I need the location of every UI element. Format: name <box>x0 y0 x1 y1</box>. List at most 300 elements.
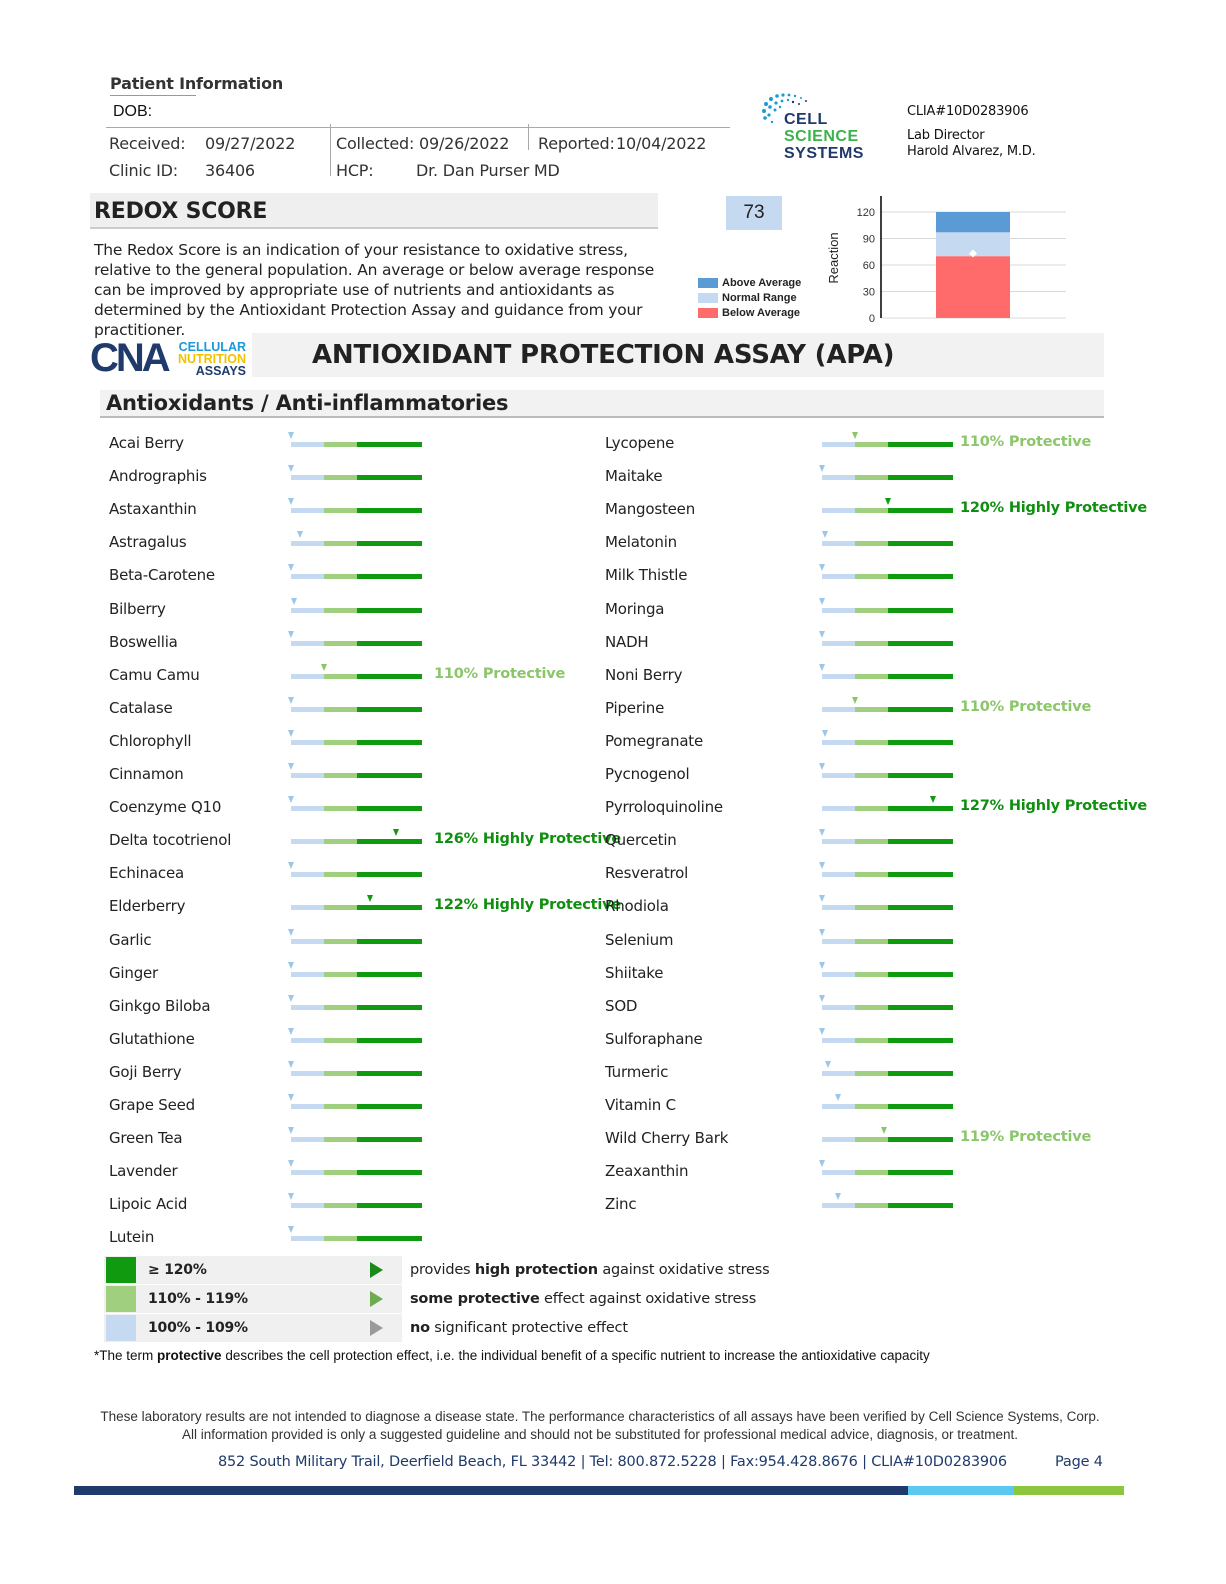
assay-value-marker <box>819 564 825 571</box>
assay-bar-high <box>888 1104 953 1109</box>
logo-word-2: SCIENCE <box>784 128 859 145</box>
assay-bar <box>291 806 422 811</box>
assay-name: Wild Cherry Bark <box>605 1129 729 1148</box>
assay-bar-mid <box>855 574 888 579</box>
assay-name: Ginger <box>109 963 159 982</box>
assay-bar-high <box>357 740 422 745</box>
assay-bar-mid <box>324 1203 357 1208</box>
logo-word-3: SYSTEMS <box>784 145 864 162</box>
assay-value-marker <box>819 598 825 605</box>
assay-bar-low <box>822 674 855 679</box>
assay-value-marker <box>291 598 297 605</box>
assay-value-marker <box>288 1061 294 1068</box>
key-desc-mid <box>410 1291 756 1307</box>
assay-value-marker <box>288 1226 294 1233</box>
header-vdivider-2 <box>528 124 529 150</box>
assay-bar <box>822 1170 953 1175</box>
assay-name: Andrographis <box>109 467 207 486</box>
clinic-id-value: 36406 <box>205 161 255 180</box>
assay-value-marker <box>393 829 399 836</box>
assay-bar-mid <box>324 608 357 613</box>
assay-name: Vitamin C <box>605 1096 676 1114</box>
assay-bar-high <box>357 972 422 977</box>
assay-bar-mid <box>324 508 357 513</box>
key-swatch-high <box>106 1257 136 1283</box>
assay-bar-mid <box>855 475 888 480</box>
assay-value-marker <box>367 895 373 902</box>
assay-value-marker <box>881 1127 887 1134</box>
assay-result: 127% Highly Protective <box>960 798 1148 815</box>
legend-below-average <box>698 307 800 319</box>
assay-result: 110% Protective <box>960 434 1092 450</box>
assay-name: NADH <box>605 632 649 651</box>
assay-bar-mid <box>324 541 357 546</box>
key-desc-high-prefix: provides <box>410 1262 475 1278</box>
assay-bar-high <box>888 442 953 447</box>
assay-name: Acai Berry <box>109 434 184 452</box>
key-range-low: 100% - 109% <box>148 1320 248 1336</box>
assay-bar <box>291 1104 422 1109</box>
assay-bar-low <box>822 442 855 447</box>
redox-chart-ylabel: Reaction <box>826 232 841 284</box>
assay-bar-low <box>822 872 855 877</box>
assay-bar-low <box>291 740 324 745</box>
reported-value: 10/04/2022 <box>616 134 707 153</box>
assay-bar-high <box>888 574 953 579</box>
key-swatch-mid <box>106 1286 136 1312</box>
assay-bar-mid <box>324 1005 357 1010</box>
assay-bar-high <box>357 508 422 513</box>
assay-bar <box>291 939 422 944</box>
assay-bar-low <box>822 939 855 944</box>
assay-bar <box>291 707 422 712</box>
section-title: Antioxidants / Anti-inflammatories <box>106 391 509 415</box>
assay-bar <box>822 442 953 447</box>
clinic-id-label: Clinic ID: <box>109 161 178 180</box>
assay-name: Quercetin <box>605 831 677 850</box>
hcp-value: Dr. Dan Purser MD <box>416 161 560 180</box>
assay-value-marker <box>852 697 858 704</box>
assay-bar-low <box>822 574 855 579</box>
assay-value-marker <box>819 763 825 770</box>
legend-above-label: Above Average <box>722 277 802 289</box>
assay-bar-high <box>888 773 953 778</box>
assay-bar-low <box>291 872 324 877</box>
assay-value-marker <box>819 1160 825 1167</box>
disclaimer: These laboratory results are not intended to diagnose a disease state. The performance characteristics of all assays have been verified by Cell Science Systems, Corp. All information provided is only a suggested guideline and should not be substituted for professional medical advice, diagnosis, or treatment. <box>100 1409 1100 1442</box>
assay-bar-high <box>888 972 953 977</box>
assay-bar-high <box>357 1071 422 1076</box>
footer-bar-green <box>1014 1486 1124 1495</box>
assay-bar-mid <box>855 508 888 513</box>
assay-bar-low <box>291 806 324 811</box>
assay-bar <box>291 608 422 613</box>
assay-name: Echinacea <box>109 864 184 883</box>
assay-bar-high <box>888 740 953 745</box>
assay-bar-low <box>822 1071 855 1076</box>
assay-name: Boswellia <box>109 632 178 651</box>
redox-tick-label: 120 <box>856 207 875 219</box>
key-range-mid: 110% - 119% <box>148 1291 248 1307</box>
assay-bar-high <box>888 872 953 877</box>
assay-name: Garlic <box>109 930 152 949</box>
lab-director-name: Harold Alvarez, M.D. <box>907 144 1036 159</box>
assay-bar-low <box>822 475 855 480</box>
assay-bar-low <box>291 442 324 447</box>
assay-bar <box>291 773 422 778</box>
assay-bar-low <box>822 707 855 712</box>
assay-bar-mid <box>855 872 888 877</box>
assay-value-marker <box>822 730 828 737</box>
assay-value-marker <box>819 829 825 836</box>
assay-bar-low <box>291 1104 324 1109</box>
assay-name: Melatonin <box>605 533 677 552</box>
assay-bar-high <box>888 707 953 712</box>
assay-bar-mid <box>855 740 888 745</box>
assay-bar-low <box>822 806 855 811</box>
assay-bar-mid <box>324 574 357 579</box>
assay-bar-mid <box>855 1137 888 1142</box>
assay-name: Piperine <box>605 698 665 717</box>
assay-name: Catalase <box>109 698 173 717</box>
assay-value-marker <box>297 531 303 538</box>
assay-bar <box>291 641 422 646</box>
assay-name: Sulforaphane <box>605 1029 703 1048</box>
assay-name: Chlorophyll <box>109 731 192 750</box>
assay-bar-mid <box>855 806 888 811</box>
assay-value-marker <box>819 862 825 869</box>
assay-bar <box>291 1038 422 1043</box>
assay-bar-mid <box>855 773 888 778</box>
header-vdivider-1 <box>330 124 331 176</box>
assay-bar <box>822 905 953 910</box>
legend-swatch-normal <box>698 293 718 303</box>
assay-bar <box>291 1071 422 1076</box>
assay-bar <box>291 508 422 513</box>
assay-bar <box>291 1005 422 1010</box>
assay-value-marker <box>288 730 294 737</box>
assay-name: Resveratrol <box>605 864 689 883</box>
key-desc-high <box>410 1262 769 1278</box>
assay-bar <box>291 475 422 480</box>
assay-name: Glutathione <box>109 1029 195 1048</box>
legend-swatch-above <box>698 278 718 288</box>
assay-value-marker <box>288 1193 294 1200</box>
assay-bar-low <box>291 674 324 679</box>
assay-bar-mid <box>324 905 357 910</box>
assay-bar-high <box>357 1236 422 1241</box>
assay-bar <box>822 641 953 646</box>
assay-bar <box>822 1038 953 1043</box>
assay-bar-mid <box>324 442 357 447</box>
assay-bar-high <box>357 1104 422 1109</box>
assay-name: Noni Berry <box>605 665 683 684</box>
received-label: Received: <box>109 134 186 153</box>
assay-bar <box>822 508 953 513</box>
assay-bar <box>291 872 422 877</box>
key-desc-low-suffix: significant protective effect <box>429 1320 628 1336</box>
assay-bar-high <box>357 839 422 844</box>
assay-value-marker <box>288 796 294 803</box>
assay-name: Turmeric <box>605 1062 669 1081</box>
redox-chart-ticks <box>857 207 875 325</box>
cna-logo-line-1: CELLULAR <box>178 340 246 354</box>
assay-bar-low <box>291 839 324 844</box>
redox-tick-label: 0 <box>868 313 875 325</box>
assay-bar <box>822 1137 953 1142</box>
clia-number: CLIA#10D0283906 <box>907 104 1029 119</box>
assay-bar <box>291 839 422 844</box>
assay-value-marker <box>822 531 828 538</box>
redox-score-value: 73 <box>726 196 782 230</box>
assay-bar-low <box>291 608 324 613</box>
assay-bar-high <box>888 1038 953 1043</box>
assay-bar-high <box>357 608 422 613</box>
assay-value-marker <box>819 664 825 671</box>
assay-value-marker <box>288 763 294 770</box>
assay-bar-mid <box>324 1170 357 1175</box>
footer-bar-navy <box>74 1486 908 1495</box>
assay-bar <box>291 574 422 579</box>
assay-bar-low <box>822 972 855 977</box>
assay-name: Ginkgo Biloba <box>109 996 211 1015</box>
cell-science-systems-logo <box>760 92 875 164</box>
assay-bar-high <box>357 442 422 447</box>
assay-bar <box>291 674 422 679</box>
assay-bar-mid <box>324 1071 357 1076</box>
assay-name: Camu Camu <box>109 665 200 684</box>
assay-bar-mid <box>324 1137 357 1142</box>
assay-bar-mid <box>324 1236 357 1241</box>
assay-bar-low <box>822 839 855 844</box>
legend-below-label: Below Average <box>722 307 801 319</box>
assay-bar-high <box>888 1203 953 1208</box>
assay-name: Lavender <box>109 1162 178 1181</box>
legend-normal-range <box>698 292 797 304</box>
assay-name: Goji Berry <box>109 1062 182 1081</box>
assay-value-marker <box>852 432 858 439</box>
assay-bar-low <box>291 641 324 646</box>
assay-bar-mid <box>855 939 888 944</box>
redox-tick-label: 90 <box>862 233 875 246</box>
footnote <box>94 1348 930 1363</box>
assay-bar-mid <box>855 608 888 613</box>
assay-bar <box>822 541 953 546</box>
assay-value-marker <box>835 1193 841 1200</box>
assay-bar-mid <box>855 905 888 910</box>
assay-bar <box>291 1137 422 1142</box>
assay-bar-high <box>357 939 422 944</box>
assay-bar <box>291 442 422 447</box>
assay-bar-low <box>291 1071 324 1076</box>
assay-value-marker <box>288 631 294 638</box>
assay-name: Milk Thistle <box>605 566 688 585</box>
key-arrow-high-icon <box>370 1262 383 1278</box>
assay-bar-mid <box>324 806 357 811</box>
assay-bar <box>291 1170 422 1175</box>
redox-tick-label: 60 <box>862 260 875 272</box>
assay-name: Elderberry <box>109 897 186 916</box>
assay-value-marker <box>819 631 825 638</box>
assay-bar-high <box>888 541 953 546</box>
assay-bar-high <box>357 674 422 679</box>
assay-bar <box>822 1005 953 1010</box>
assay-value-marker <box>885 498 891 505</box>
key-desc-low-bold: no <box>410 1320 430 1336</box>
header-divider <box>106 127 730 128</box>
redox-description: The Redox Score is an indication of your resistance to oxidative stress, relative to the general population. An average or below average response can be improved by appropriate use of nutrients and antioxidants as determined by the Antioxidant Protection Assay and guidance from your practitioner. <box>94 241 655 339</box>
assay-value-marker <box>288 498 294 505</box>
assay-value-marker <box>819 962 825 969</box>
assay-bar <box>291 905 422 910</box>
assay-name: Delta tocotrienol <box>109 831 232 850</box>
assay-bar-low <box>291 475 324 480</box>
assay-bar-low <box>291 1236 324 1241</box>
assay-result: 110% Protective <box>960 698 1092 715</box>
assay-bar <box>291 1236 422 1241</box>
assay-bar-high <box>888 806 953 811</box>
assay-bar-mid <box>855 442 888 447</box>
assay-bar-mid <box>324 839 357 844</box>
assay-bar-low <box>822 740 855 745</box>
apa-title: ANTIOXIDANT PROTECTION ASSAY (APA) <box>312 340 895 370</box>
key-arrow-mid-icon <box>370 1291 383 1307</box>
assay-bar <box>822 1071 953 1076</box>
key-desc-high-suffix: against oxidative stress <box>597 1262 770 1278</box>
assay-bar-high <box>888 939 953 944</box>
assay-bar-high <box>357 1038 422 1043</box>
assay-bar <box>822 939 953 944</box>
assay-bar-low <box>822 1005 855 1010</box>
key-desc-mid-bold: some protective <box>410 1291 540 1307</box>
assay-name: Zeaxanthin <box>605 1162 689 1181</box>
assay-bar-low <box>291 972 324 977</box>
assay-name: Lutein <box>109 1228 155 1247</box>
assay-name: Green Tea <box>109 1129 183 1148</box>
assay-bar-mid <box>855 1038 888 1043</box>
assay-bar <box>822 574 953 579</box>
assay-bar-low <box>291 1203 324 1208</box>
key-range-high: ≥ 120% <box>148 1262 207 1278</box>
assay-bar-mid <box>324 707 357 712</box>
lab-director-label: Lab Director <box>907 128 985 143</box>
assay-value-marker <box>288 697 294 704</box>
assay-bar-low <box>291 773 324 778</box>
assay-name: Grape Seed <box>109 1096 196 1114</box>
footnote-suffix: describes the cell protection effect, i.e. the individual benefit of a specific nutrient to increase the antioxidative capacity <box>221 1348 930 1363</box>
assay-result: 120% Highly Protective <box>960 500 1148 517</box>
assay-bar-mid <box>855 707 888 712</box>
assay-name: Rhodiola <box>605 897 669 916</box>
key-desc-mid-suffix: effect against oxidative stress <box>539 1291 757 1307</box>
assay-bar-high <box>888 508 953 513</box>
assay-bar-low <box>822 541 855 546</box>
collected-label: Collected: <box>336 134 415 153</box>
hcp-label: HCP: <box>336 161 374 180</box>
redox-chart-bands <box>936 212 1010 318</box>
assay-bar-high <box>357 1005 422 1010</box>
assay-bar-low <box>291 1137 324 1142</box>
assay-bar <box>822 872 953 877</box>
assay-bar-high <box>357 806 422 811</box>
assay-bar <box>822 806 953 811</box>
assay-bar-high <box>357 1137 422 1142</box>
assay-bar-high <box>888 1170 953 1175</box>
assay-bar-high <box>888 1005 953 1010</box>
assay-bar-high <box>357 905 422 910</box>
assay-bar <box>822 773 953 778</box>
assay-value-marker <box>288 465 294 472</box>
assay-bar-low <box>822 608 855 613</box>
assay-value-marker <box>930 796 936 803</box>
assay-bar <box>822 707 953 712</box>
assay-value-marker <box>288 929 294 936</box>
redox-title: REDOX SCORE <box>94 199 268 224</box>
assay-name: Mangosteen <box>605 500 695 519</box>
assay-name: Pomegranate <box>605 731 704 750</box>
assay-bar-high <box>357 1203 422 1208</box>
assay-bar-low <box>291 1170 324 1175</box>
assay-name: Moringa <box>605 599 665 618</box>
key-desc-high-bold: high protection <box>474 1262 598 1278</box>
assay-name: Astaxanthin <box>109 500 197 519</box>
key-row-low <box>104 1314 402 1342</box>
assay-result: 119% Protective <box>960 1129 1092 1146</box>
assay-bar-low <box>291 1038 324 1043</box>
assay-result: 122% Highly Protective <box>434 897 622 914</box>
assay-name: Shiitake <box>605 963 664 982</box>
assay-value-marker <box>819 995 825 1002</box>
assay-value-marker <box>288 564 294 571</box>
cna-logo-line-3: ASSAYS <box>195 364 246 378</box>
assay-result: 126% Highly Protective <box>434 831 622 848</box>
assay-bar-mid <box>324 939 357 944</box>
assay-bar <box>822 608 953 613</box>
assay-bar-low <box>291 541 324 546</box>
legend-above-average <box>698 277 801 289</box>
assay-bar-low <box>822 1038 855 1043</box>
assay-name: Astragalus <box>109 533 187 552</box>
page-number: Page 4 <box>1055 1454 1103 1470</box>
key-desc-low <box>410 1320 628 1336</box>
assay-value-marker <box>321 664 327 671</box>
assay-bar-high <box>888 674 953 679</box>
assay-bar-high <box>888 839 953 844</box>
assay-bar <box>822 1104 953 1109</box>
assay-bar-low <box>291 905 324 910</box>
assay-value-marker <box>819 929 825 936</box>
assay-bar-mid <box>324 773 357 778</box>
assay-name: Bilberry <box>109 599 166 618</box>
logo-word-1: CELL <box>784 111 828 128</box>
assay-value-marker <box>288 1127 294 1134</box>
assay-value-marker <box>288 862 294 869</box>
assay-bar-mid <box>855 674 888 679</box>
key-row-high <box>104 1256 402 1284</box>
assay-value-marker <box>288 962 294 969</box>
legend-normal-label: Normal Range <box>722 292 797 304</box>
assay-result: 110% Protective <box>434 665 566 682</box>
key-arrow-low-icon <box>370 1320 383 1336</box>
assay-bar-mid <box>324 972 357 977</box>
assay-value-marker <box>835 1094 841 1101</box>
assay-bar-low <box>822 905 855 910</box>
assay-value-marker <box>288 1094 294 1101</box>
assay-bar-high <box>357 872 422 877</box>
assay-bar-mid <box>324 475 357 480</box>
lab-director <box>907 128 1036 160</box>
assay-name: Coenzyme Q10 <box>109 798 222 817</box>
